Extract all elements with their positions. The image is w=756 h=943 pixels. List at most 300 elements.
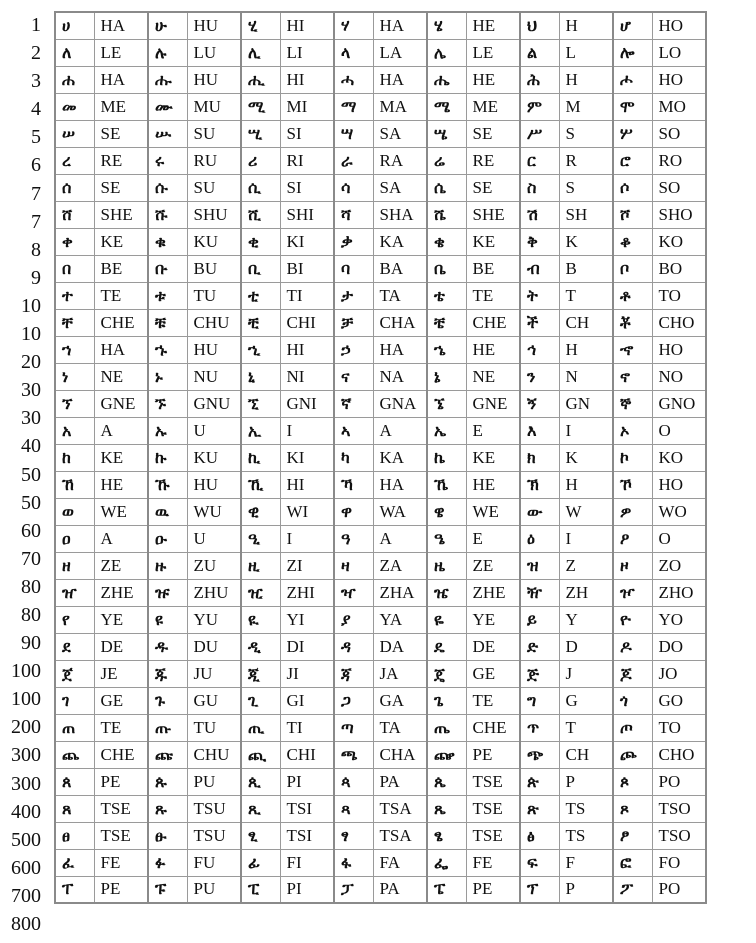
ethiopic-glyph-cell: ጬ: [427, 741, 466, 768]
ethiopic-glyph-cell: ፐ: [55, 876, 94, 903]
ethiopic-glyph-cell: ጨ: [55, 741, 94, 768]
transliteration-cell: SE: [466, 120, 520, 147]
ethiopic-glyph-cell: ሕ: [520, 66, 559, 93]
ethiopic-glyph-cell: ስ: [520, 174, 559, 201]
ethiopic-glyph-cell: ፀ: [55, 822, 94, 849]
ethiopic-glyph-cell: ት: [520, 282, 559, 309]
transliteration-cell: TO: [652, 282, 706, 309]
ethiopic-glyph-cell: ቾ: [613, 309, 652, 336]
ethiopic-glyph-cell: ቲ: [241, 282, 280, 309]
ethiopic-glyph-cell: ፍ: [520, 849, 559, 876]
table-row: [55, 525, 706, 552]
transliteration-cell: KE: [466, 228, 520, 255]
ethiopic-glyph-cell: ጲ: [241, 768, 280, 795]
ethiopic-glyph-cell: ኂ: [241, 336, 280, 363]
row-number: 200: [11, 716, 41, 739]
row-number: 5: [31, 126, 41, 149]
ethiopic-glyph-cell: ሻ: [334, 201, 373, 228]
transliteration-cell: U: [187, 525, 241, 552]
transliteration-cell: ZA: [373, 552, 427, 579]
ethiopic-glyph-cell: ዙ: [148, 552, 187, 579]
table-row: [55, 471, 706, 498]
ethiopic-glyph-cell: ቼ: [427, 309, 466, 336]
table-row: [55, 255, 706, 282]
ethiopic-glyph-cell: ሀ: [55, 12, 94, 39]
ethiopic-glyph-cell: ኀ: [55, 336, 94, 363]
transliteration-cell: CH: [559, 741, 613, 768]
table-row: [55, 309, 706, 336]
transliteration-cell: CHO: [652, 309, 706, 336]
transliteration-cell: MU: [187, 93, 241, 120]
row-number: 20: [21, 351, 41, 374]
ethiopic-glyph-cell: ሶ: [613, 174, 652, 201]
row-number: 70: [21, 547, 41, 570]
transliteration-cell: TSA: [373, 822, 427, 849]
row-number: 2: [31, 42, 41, 65]
transliteration-cell: KE: [94, 228, 148, 255]
transliteration-cell: I: [559, 417, 613, 444]
row-number: 80: [21, 575, 41, 598]
row-number: 300: [11, 744, 41, 767]
table-row: [55, 66, 706, 93]
table-row: [55, 93, 706, 120]
ethiopic-glyph-cell: ፒ: [241, 876, 280, 903]
ethiopic-glyph-cell: ፃ: [334, 822, 373, 849]
transliteration-cell: HU: [187, 12, 241, 39]
transliteration-cell: TSE: [466, 768, 520, 795]
transliteration-cell: RI: [280, 147, 334, 174]
row-number: 50: [21, 491, 41, 514]
transliteration-cell: HI: [280, 12, 334, 39]
ethiopic-glyph-cell: ፓ: [334, 876, 373, 903]
transliteration-cell: SO: [652, 120, 706, 147]
transliteration-cell: CHU: [187, 741, 241, 768]
ethiopic-glyph-cell: ነ: [55, 363, 94, 390]
transliteration-cell: NI: [280, 363, 334, 390]
ethiopic-glyph-cell: በ: [55, 255, 94, 282]
transliteration-cell: CHE: [466, 714, 520, 741]
row-number: 100: [11, 688, 41, 711]
transliteration-cell: TSO: [652, 795, 706, 822]
ethiopic-glyph-cell: ጦ: [613, 714, 652, 741]
ethiopic-glyph-cell: ሎ: [613, 39, 652, 66]
ethiopic-glyph-cell: ወ: [55, 498, 94, 525]
ethiopic-glyph-cell: ኜ: [427, 390, 466, 417]
table-row: [55, 849, 706, 876]
table-row: [55, 633, 706, 660]
transliteration-cell: TE: [466, 687, 520, 714]
transliteration-cell: SI: [280, 120, 334, 147]
transliteration-cell: GE: [94, 687, 148, 714]
transliteration-cell: H: [559, 336, 613, 363]
ethiopic-glyph-cell: ዐ: [55, 525, 94, 552]
transliteration-cell: KU: [187, 444, 241, 471]
transliteration-cell: JO: [652, 660, 706, 687]
transliteration-cell: FU: [187, 849, 241, 876]
transliteration-cell: TA: [373, 282, 427, 309]
transliteration-cell: TU: [187, 282, 241, 309]
ethiopic-glyph-cell: ለ: [55, 39, 94, 66]
ethiopic-glyph-cell: ሒ: [241, 66, 280, 93]
ethiopic-glyph-cell: ጊ: [241, 687, 280, 714]
transliteration-cell: NA: [373, 363, 427, 390]
row-number: 40: [21, 435, 41, 458]
ethiopic-glyph-cell: ጱ: [148, 768, 187, 795]
ethiopic-glyph-cell: ቆ: [613, 228, 652, 255]
ethiopic-glyph-cell: ጳ: [334, 768, 373, 795]
ethiopic-glyph-cell: ራ: [334, 147, 373, 174]
table-row: [55, 660, 706, 687]
transliteration-cell: ZHE: [94, 579, 148, 606]
transliteration-cell: CHI: [280, 309, 334, 336]
transliteration-cell: CHA: [373, 741, 427, 768]
transliteration-cell: RO: [652, 147, 706, 174]
transliteration-cell: KO: [652, 228, 706, 255]
ethiopic-glyph-cell: ጺ: [241, 795, 280, 822]
syllabary-table: [54, 11, 707, 904]
transliteration-cell: SH: [559, 201, 613, 228]
ethiopic-glyph-cell: ኡ: [148, 417, 187, 444]
ethiopic-glyph-cell: ሬ: [427, 147, 466, 174]
ethiopic-glyph-cell: ቂ: [241, 228, 280, 255]
transliteration-cell: R: [559, 147, 613, 174]
transliteration-cell: TSE: [466, 822, 520, 849]
transliteration-cell: U: [187, 417, 241, 444]
transliteration-cell: HO: [652, 336, 706, 363]
transliteration-cell: P: [559, 768, 613, 795]
transliteration-cell: YE: [466, 606, 520, 633]
ethiopic-glyph-cell: ሼ: [427, 201, 466, 228]
ethiopic-glyph-cell: ጅ: [520, 660, 559, 687]
ethiopic-glyph-cell: ቡ: [148, 255, 187, 282]
ethiopic-glyph-cell: ሄ: [427, 12, 466, 39]
transliteration-cell: PE: [94, 768, 148, 795]
transliteration-cell: GU: [187, 687, 241, 714]
table-row: [55, 444, 706, 471]
ethiopic-glyph-cell: ከ: [55, 444, 94, 471]
transliteration-cell: TSO: [652, 822, 706, 849]
transliteration-cell: TI: [280, 282, 334, 309]
transliteration-cell: HI: [280, 336, 334, 363]
ethiopic-glyph-cell: ዖ: [613, 525, 652, 552]
table-row: [55, 687, 706, 714]
ethiopic-glyph-cell: ኽ: [520, 471, 559, 498]
transliteration-cell: PO: [652, 876, 706, 903]
transliteration-cell: Y: [559, 606, 613, 633]
transliteration-cell: BE: [94, 255, 148, 282]
row-number: 60: [21, 519, 41, 542]
table-row: [55, 120, 706, 147]
ethiopic-glyph-cell: ዝ: [520, 552, 559, 579]
ethiopic-glyph-cell: ዓ: [334, 525, 373, 552]
ethiopic-glyph-cell: ዌ: [427, 498, 466, 525]
ethiopic-glyph-cell: ሦ: [613, 120, 652, 147]
transliteration-cell: N: [559, 363, 613, 390]
ethiopic-glyph-cell: ባ: [334, 255, 373, 282]
ethiopic-glyph-cell: ዔ: [427, 525, 466, 552]
ethiopic-glyph-cell: ኙ: [148, 390, 187, 417]
ethiopic-glyph-cell: ፉ: [148, 849, 187, 876]
transliteration-cell: HA: [373, 336, 427, 363]
ethiopic-glyph-cell: ጎ: [613, 687, 652, 714]
ethiopic-glyph-cell: ጾ: [613, 795, 652, 822]
transliteration-cell: DO: [652, 633, 706, 660]
transliteration-cell: E: [466, 417, 520, 444]
ethiopic-glyph-cell: ሠ: [55, 120, 94, 147]
ethiopic-glyph-cell: ፎ: [613, 849, 652, 876]
transliteration-cell: JU: [187, 660, 241, 687]
transliteration-cell: KU: [187, 228, 241, 255]
ethiopic-glyph-cell: ጣ: [334, 714, 373, 741]
row-number: 7: [31, 210, 41, 233]
ethiopic-glyph-cell: ፅ: [520, 822, 559, 849]
ethiopic-glyph-cell: ሤ: [427, 120, 466, 147]
table-row: [55, 768, 706, 795]
transliteration-cell: D: [559, 633, 613, 660]
transliteration-cell: KA: [373, 444, 427, 471]
ethiopic-glyph-cell: ሁ: [148, 12, 187, 39]
transliteration-cell: TS: [559, 822, 613, 849]
ethiopic-glyph-cell: ፁ: [148, 822, 187, 849]
row-number: 100: [11, 660, 41, 683]
ethiopic-glyph-cell: ቅ: [520, 228, 559, 255]
transliteration-cell: SU: [187, 120, 241, 147]
ethiopic-glyph-cell: ኚ: [241, 390, 280, 417]
ethiopic-glyph-cell: ሣ: [334, 120, 373, 147]
ethiopic-glyph-cell: ፆ: [613, 822, 652, 849]
transliteration-cell: J: [559, 660, 613, 687]
table-row: [55, 147, 706, 174]
ethiopic-glyph-cell: ቺ: [241, 309, 280, 336]
ethiopic-glyph-cell: ሺ: [241, 201, 280, 228]
transliteration-cell: LO: [652, 39, 706, 66]
ethiopic-glyph-cell: ጁ: [148, 660, 187, 687]
transliteration-cell: HE: [466, 66, 520, 93]
transliteration-cell: PA: [373, 768, 427, 795]
transliteration-cell: NE: [94, 363, 148, 390]
ethiopic-glyph-cell: ዞ: [613, 552, 652, 579]
transliteration-cell: GA: [373, 687, 427, 714]
transliteration-cell: T: [559, 282, 613, 309]
ethiopic-glyph-cell: ቄ: [427, 228, 466, 255]
transliteration-cell: HA: [94, 336, 148, 363]
transliteration-cell: T: [559, 714, 613, 741]
ethiopic-glyph-cell: ኦ: [613, 417, 652, 444]
ethiopic-glyph-cell: ዤ: [427, 579, 466, 606]
ethiopic-glyph-cell: ዮ: [613, 606, 652, 633]
transliteration-cell: GNI: [280, 390, 334, 417]
transliteration-cell: I: [280, 525, 334, 552]
ethiopic-glyph-cell: ኛ: [334, 390, 373, 417]
ethiopic-glyph-cell: ኃ: [334, 336, 373, 363]
transliteration-cell: HA: [94, 66, 148, 93]
transliteration-cell: MI: [280, 93, 334, 120]
ethiopic-glyph-cell: ዣ: [334, 579, 373, 606]
ethiopic-glyph-cell: ሓ: [334, 66, 373, 93]
transliteration-cell: HE: [466, 12, 520, 39]
table-row: [55, 741, 706, 768]
transliteration-cell: ZHE: [466, 579, 520, 606]
ethiopic-glyph-cell: ሂ: [241, 12, 280, 39]
ethiopic-glyph-cell: ዪ: [241, 606, 280, 633]
ethiopic-glyph-cell: ኒ: [241, 363, 280, 390]
ethiopic-glyph-cell: ኪ: [241, 444, 280, 471]
ethiopic-glyph-cell: ፋ: [334, 849, 373, 876]
transliteration-cell: KI: [280, 228, 334, 255]
row-number: 10: [21, 323, 41, 346]
row-number: 90: [21, 632, 41, 655]
transliteration-cell: GNO: [652, 390, 706, 417]
row-number: 4: [31, 98, 41, 121]
ethiopic-glyph-cell: ሾ: [613, 201, 652, 228]
ethiopic-glyph-cell: ዢ: [241, 579, 280, 606]
transliteration-cell: PU: [187, 876, 241, 903]
transliteration-cell: DE: [94, 633, 148, 660]
transliteration-cell: DU: [187, 633, 241, 660]
ethiopic-glyph-cell: ኆ: [613, 336, 652, 363]
transliteration-cell: I: [280, 417, 334, 444]
transliteration-cell: PE: [466, 876, 520, 903]
ethiopic-glyph-cell: ሚ: [241, 93, 280, 120]
ethiopic-glyph-cell: ሖ: [613, 66, 652, 93]
transliteration-cell: H: [559, 12, 613, 39]
ethiopic-glyph-cell: ጀ: [55, 660, 94, 687]
transliteration-cell: NU: [187, 363, 241, 390]
ethiopic-glyph-cell: ሩ: [148, 147, 187, 174]
ethiopic-glyph-cell: ፂ: [241, 822, 280, 849]
transliteration-cell: A: [373, 525, 427, 552]
ethiopic-glyph-cell: ህ: [520, 12, 559, 39]
ethiopic-glyph-cell: ሑ: [148, 66, 187, 93]
transliteration-cell: RU: [187, 147, 241, 174]
transliteration-cell: HE: [94, 471, 148, 498]
transliteration-cell: GNU: [187, 390, 241, 417]
ethiopic-glyph-cell: ፊ: [241, 849, 280, 876]
transliteration-cell: TSU: [187, 795, 241, 822]
ethiopic-glyph-cell: ጭ: [520, 741, 559, 768]
ethiopic-glyph-cell: ኤ: [427, 417, 466, 444]
ethiopic-glyph-cell: ጮ: [613, 741, 652, 768]
table-row: [55, 174, 706, 201]
transliteration-cell: YU: [187, 606, 241, 633]
transliteration-cell: K: [559, 228, 613, 255]
ethiopic-glyph-cell: ቹ: [148, 309, 187, 336]
transliteration-cell: CHE: [94, 741, 148, 768]
transliteration-cell: O: [652, 525, 706, 552]
ethiopic-glyph-cell: ሐ: [55, 66, 94, 93]
transliteration-cell: F: [559, 849, 613, 876]
transliteration-cell: WO: [652, 498, 706, 525]
ethiopic-glyph-cell: ኺ: [241, 471, 280, 498]
transliteration-cell: FA: [373, 849, 427, 876]
row-number: 30: [21, 379, 41, 402]
transliteration-cell: TO: [652, 714, 706, 741]
transliteration-cell: ZHA: [373, 579, 427, 606]
ethiopic-glyph-cell: ዎ: [613, 498, 652, 525]
row-number: 8: [31, 238, 41, 261]
transliteration-cell: CHI: [280, 741, 334, 768]
transliteration-cell: GNE: [466, 390, 520, 417]
ethiopic-glyph-cell: ሡ: [148, 120, 187, 147]
ethiopic-glyph-cell: ሸ: [55, 201, 94, 228]
transliteration-cell: FO: [652, 849, 706, 876]
transliteration-cell: LE: [94, 39, 148, 66]
ethiopic-glyph-cell: ች: [520, 309, 559, 336]
transliteration-cell: KE: [466, 444, 520, 471]
ethiopic-glyph-cell: ጠ: [55, 714, 94, 741]
ethiopic-glyph-cell: ን: [520, 363, 559, 390]
ethiopic-glyph-cell: ዡ: [148, 579, 187, 606]
ethiopic-glyph-cell: ጴ: [427, 768, 466, 795]
table-row: [55, 579, 706, 606]
ethiopic-glyph-cell: መ: [55, 93, 94, 120]
ethiopic-glyph-cell: ቢ: [241, 255, 280, 282]
row-number: 6: [31, 154, 41, 177]
ethiopic-glyph-cell: ካ: [334, 444, 373, 471]
ethiopic-glyph-cell: ገ: [55, 687, 94, 714]
ethiopic-glyph-cell: ሆ: [613, 12, 652, 39]
transliteration-cell: SO: [652, 174, 706, 201]
ethiopic-glyph-cell: ዘ: [55, 552, 94, 579]
ethiopic-glyph-cell: ጌ: [427, 687, 466, 714]
table-row: [55, 336, 706, 363]
transliteration-cell: S: [559, 174, 613, 201]
ethiopic-glyph-cell: ጽ: [520, 795, 559, 822]
ethiopic-glyph-cell: ቃ: [334, 228, 373, 255]
ethiopic-glyph-cell: ጂ: [241, 660, 280, 687]
transliteration-cell: YA: [373, 606, 427, 633]
ethiopic-glyph-cell: ዱ: [148, 633, 187, 660]
ethiopic-glyph-cell: ር: [520, 147, 559, 174]
transliteration-cell: BI: [280, 255, 334, 282]
ethiopic-glyph-cell: ኅ: [520, 336, 559, 363]
transliteration-cell: I: [559, 525, 613, 552]
transliteration-cell: SHU: [187, 201, 241, 228]
ethiopic-glyph-cell: ይ: [520, 606, 559, 633]
ethiopic-glyph-cell: ሳ: [334, 174, 373, 201]
transliteration-cell: SE: [466, 174, 520, 201]
ethiopic-glyph-cell: ፔ: [427, 876, 466, 903]
transliteration-cell: HO: [652, 471, 706, 498]
transliteration-cell: K: [559, 444, 613, 471]
row-number: 500: [11, 828, 41, 851]
ethiopic-glyph-cell: ታ: [334, 282, 373, 309]
transliteration-cell: TSE: [94, 822, 148, 849]
ethiopic-glyph-cell: ኝ: [520, 390, 559, 417]
transliteration-cell: ZO: [652, 552, 706, 579]
transliteration-cell: LU: [187, 39, 241, 66]
table-row: [55, 552, 706, 579]
transliteration-cell: H: [559, 471, 613, 498]
ethiopic-glyph-cell: ጄ: [427, 660, 466, 687]
transliteration-cell: TE: [94, 714, 148, 741]
ethiopic-glyph-cell: ዑ: [148, 525, 187, 552]
row-number: 7: [31, 182, 41, 205]
transliteration-cell: HO: [652, 66, 706, 93]
ethiopic-glyph-cell: ደ: [55, 633, 94, 660]
transliteration-cell: CHU: [187, 309, 241, 336]
transliteration-cell: HA: [373, 471, 427, 498]
ethiopic-glyph-cell: ግ: [520, 687, 559, 714]
row-number-column: [0, 11, 54, 938]
transliteration-cell: SHE: [94, 201, 148, 228]
transliteration-cell: SA: [373, 120, 427, 147]
ethiopic-glyph-cell: ኑ: [148, 363, 187, 390]
ethiopic-glyph-cell: ኹ: [148, 471, 187, 498]
ethiopic-glyph-cell: ዥ: [520, 579, 559, 606]
row-number: 50: [21, 463, 41, 486]
transliteration-cell: GNE: [94, 390, 148, 417]
